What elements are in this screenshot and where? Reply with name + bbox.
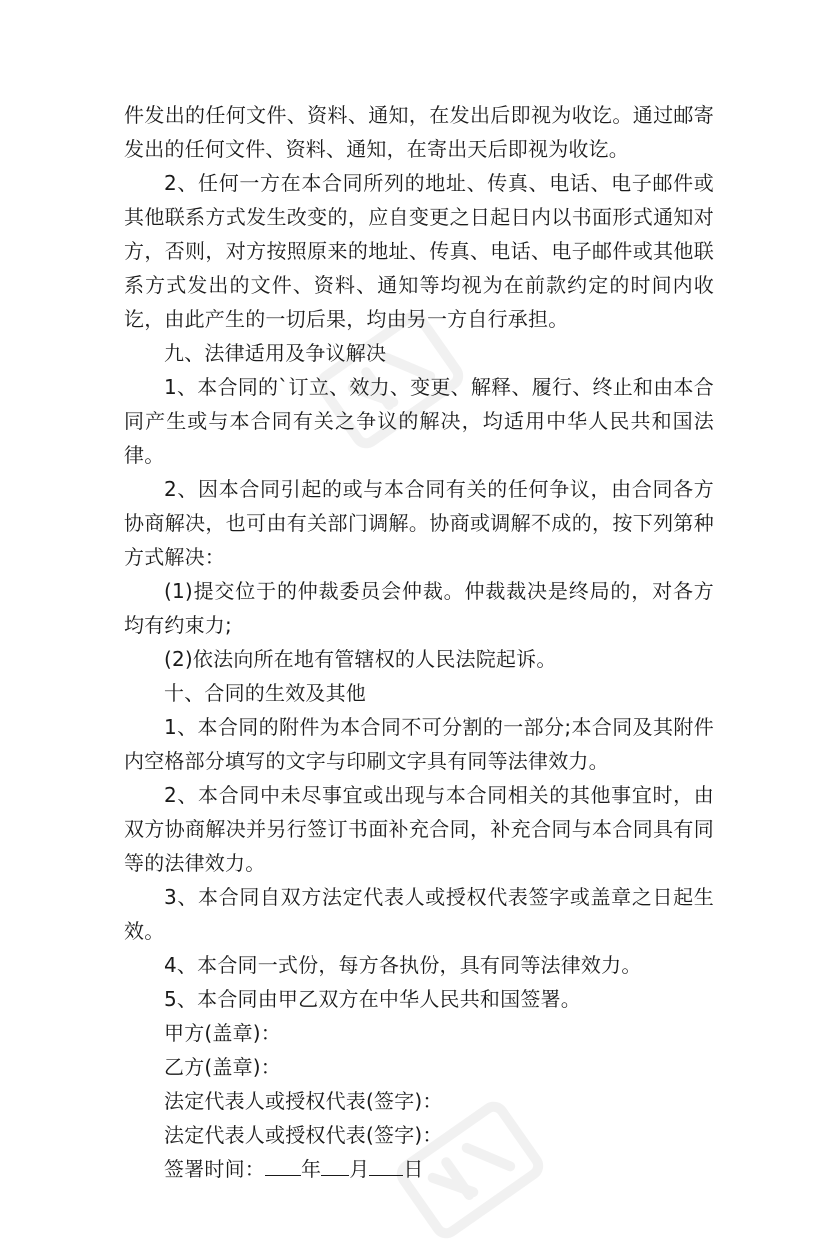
paragraph-dispute-resolution: 2、因本合同引起的或与本合同有关的任何争议，由合同各方协商解决，也可由有关部门调解。协商或调解不成的，按下列第种方式解决： [124, 477, 714, 569]
year-blank[interactable] [265, 1153, 301, 1176]
representative-signature-line: 法定代表人或授权代表(签字)： [164, 1123, 443, 1147]
day-blank[interactable] [369, 1153, 403, 1176]
paragraph-effective: 3、本合同自双方法定代表人或授权代表签字或盖章之日起生效。 [124, 885, 714, 943]
representative-signature-line: 法定代表人或授权代表(签字)： [164, 1089, 443, 1113]
paragraph-contact-change: 2、任何一方在本合同所列的地址、传真、电话、电子邮件或其他联系方式发生改变的，应自变更之日起日内以书面形式通知对方，否则，对方按照原来的地址、传真、电话、电子邮件或其他联系方式发出的文件、资料、通知等均视为在前款约定的时间内收讫，由此产生的一切后果，均由另一方自行承担。 [124, 171, 714, 331]
year-label: 年 [301, 1157, 322, 1181]
month-label: 月 [349, 1157, 370, 1181]
paragraph-arbitration: (1)提交位于的仲裁委员会仲裁。仲裁裁决是终局的，对各方均有约束力; [124, 579, 714, 637]
sign-date-label: 签署时间： [164, 1157, 265, 1181]
paragraph-supplement: 2、本合同中未尽事宜或出现与本合同相关的其他事宜时，由双方协商解决并另行签订书面补充合同，补充合同与本合同具有同等的法律效力。 [124, 783, 714, 875]
paragraph-signing-place: 5、本合同由甲乙双方在中华人民共和国签署。 [164, 987, 581, 1011]
section-heading-9: 九、法律适用及争议解决 [164, 341, 387, 365]
section-heading-10: 十、合同的生效及其他 [164, 681, 366, 705]
contract-body [124, 98, 714, 1186]
sign-date-line [124, 1152, 714, 1186]
paragraph-governing-law: 1、本合同的`订立、效力、变更、解释、履行、终止和由本合同产生或与本合同有关之争议的解决，均适用中华人民共和国法律。 [124, 375, 714, 467]
paragraph-notice-receipt: 件发出的任何文件、资料、通知，在发出后即视为收讫。通过邮寄发出的任何文件、资料、通知，在寄出天后即视为收讫。 [124, 103, 714, 161]
party-b-seal-line: 乙方(盖章)： [164, 1055, 282, 1079]
paragraph-copies: 4、本合同一式份，每方各执份，具有同等法律效力。 [164, 953, 642, 977]
paragraph-annex: 1、本合同的附件为本合同不可分割的一部分;本合同及其附件内空格部分填写的文字与印刷文字具有同等法律效力。 [124, 715, 714, 773]
party-a-seal-line: 甲方(盖章)： [164, 1021, 282, 1045]
day-label: 日 [403, 1157, 424, 1181]
month-blank[interactable] [321, 1153, 349, 1176]
paragraph-litigation: (2)依法向所在地有管辖权的人民法院起诉。 [164, 647, 557, 671]
